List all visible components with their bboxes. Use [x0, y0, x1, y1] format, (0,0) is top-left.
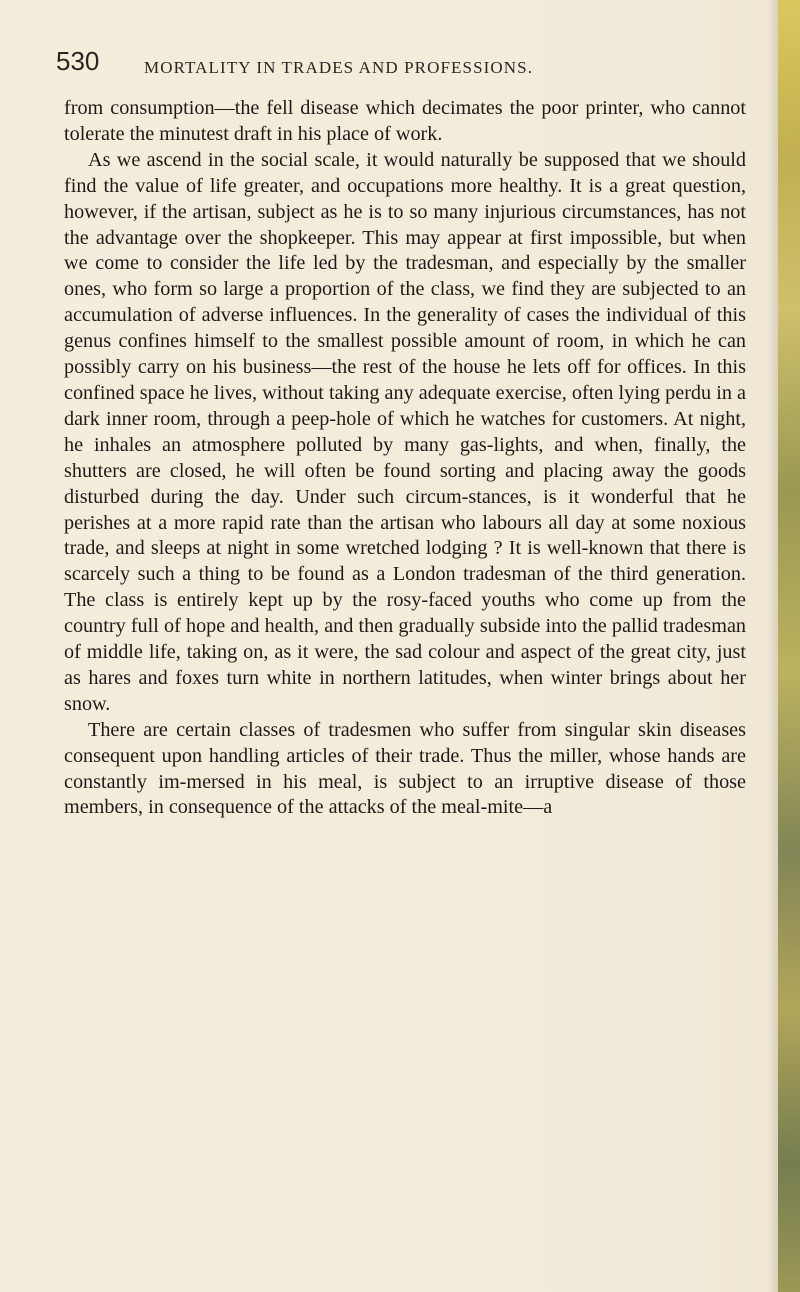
paragraph-2: As we ascend in the social scale, it would naturally be supposed that we should find the value of life greater, and occupations more healthy. It is a great question, however, if the artisan, subject as he is to so many injurious circumstances, has not the advantage over the shopkeeper. This may appear at first impossible, but when we come to consider the life led by the tradesman, and especially by the smaller ones, who form so large a proportion of the class, we find they are subjected to an accumulation of adverse influences. In the generality of cases the individual of this genus confines himself to the smallest possible amount of room, in which he can possibly carry on his business—the rest of the house he lets off for offices. In this confined space he lives, without taking any adequate exercise, often lying perdu in a dark inner room, through a peep-hole of which he watches for customers. At night, he inhales an atmosphere polluted by many gas-lights, and when, finally, the shutters are closed, he will often be found sorting and placing away the goods disturbed during the day. Under such circum-stances, is it wonderful that he perishes at a more rapid rate than the artisan who labours all day at some noxious trade, and sleeps at night in some wretched lodging ? It is well-known that there is scarcely such a thing to be found as a London tradesman of the third generation. The class is entirely kept up by the rosy-faced youths who come up from the country full of hope and health, and then gradually subside into the pallid tradesman of middle life, taking on, as it were, the sad colour and aspect of the great city, just as hares and foxes turn white in northern latitudes, when winter brings about her snow. — [64, 148, 746, 715]
paragraph-1: from consumption—the fell disease which decimates the poor printer, who cannot tolerate the minutest draft in his place of work. — [64, 97, 746, 145]
page-header — [56, 46, 746, 86]
page-number: 530 — [56, 46, 100, 76]
page-edge-shadow — [768, 0, 778, 1292]
paragraph-3: There are certain classes of tradesmen who suffer from singular skin diseases consequent upon handling articles of their trade. Thus the miller, whose hands are constantly im-mersed in his meal, is subject to an irruptive disease of those members, in consequence of the attacks of the meal-mite—a — [64, 718, 746, 819]
page-edge-strip — [778, 0, 800, 1292]
body-text — [64, 96, 746, 821]
running-head: MORTALITY IN TRADES AND PROFESSIONS. — [144, 58, 534, 77]
